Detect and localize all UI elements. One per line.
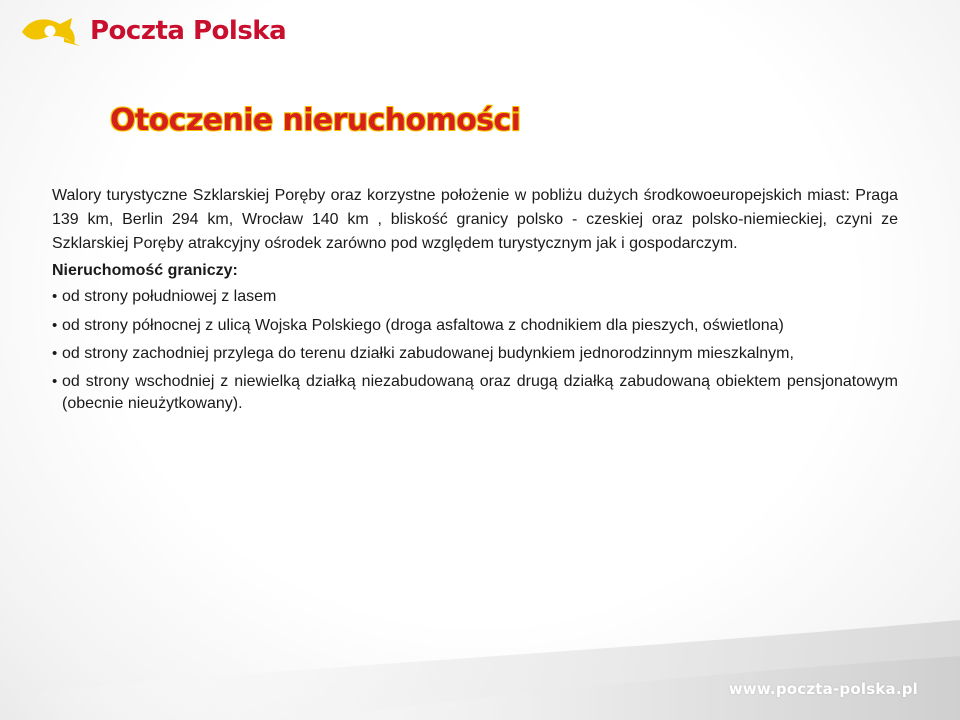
page-title: Otoczenie nieruchomości bbox=[110, 103, 521, 138]
neighbors-heading: Nieruchomość graniczy: bbox=[52, 262, 238, 279]
footer-url[interactable]: www.poczta-polska.pl bbox=[728, 680, 918, 698]
brand-logo bbox=[20, 10, 286, 52]
footer-swoosh bbox=[0, 600, 960, 720]
list-item-text: • od strony wschodniej z niewielką działką niezabudowaną oraz drugą działką zabudowaną obiektem pensjonatowym (obecnie nieużytkowany). bbox=[62, 373, 898, 412]
content-body bbox=[52, 184, 898, 421]
list-item-text: • od strony południowej z lasem bbox=[62, 288, 277, 305]
neighbors-list bbox=[52, 285, 898, 415]
list-item bbox=[52, 371, 898, 415]
list-item-text: • od strony północnej z ulicą Wojska Polskiego (droga asfaltowa z chodnikiem dla pieszych, oświetlona) bbox=[62, 317, 784, 334]
list-item bbox=[52, 315, 898, 337]
list-item bbox=[52, 285, 898, 309]
intro-paragraph: Walory turystyczne Szklarskiej Poręby oraz korzystne położenie w pobliżu dużych środkowoeuropejskich miast: Praga 139 km, Berlin 294 km, Wrocław 140 km , bliskość granicy polsko - czeskiej oraz polsko-niemieckiej, czyni ze Szklarskiej Poręby atrakcyjny ośrodek zarówno pod względem turystycznym jak i gospodarczym. bbox=[52, 187, 898, 252]
list-item-text: • od strony zachodniej przylega do terenu działki zabudowanej budynkiem jednorodzinnym mieszkalnym, bbox=[62, 345, 794, 362]
list-item bbox=[52, 343, 898, 365]
posthorn-logo-icon bbox=[20, 12, 82, 50]
brand-name: Poczta Polska bbox=[90, 16, 287, 46]
